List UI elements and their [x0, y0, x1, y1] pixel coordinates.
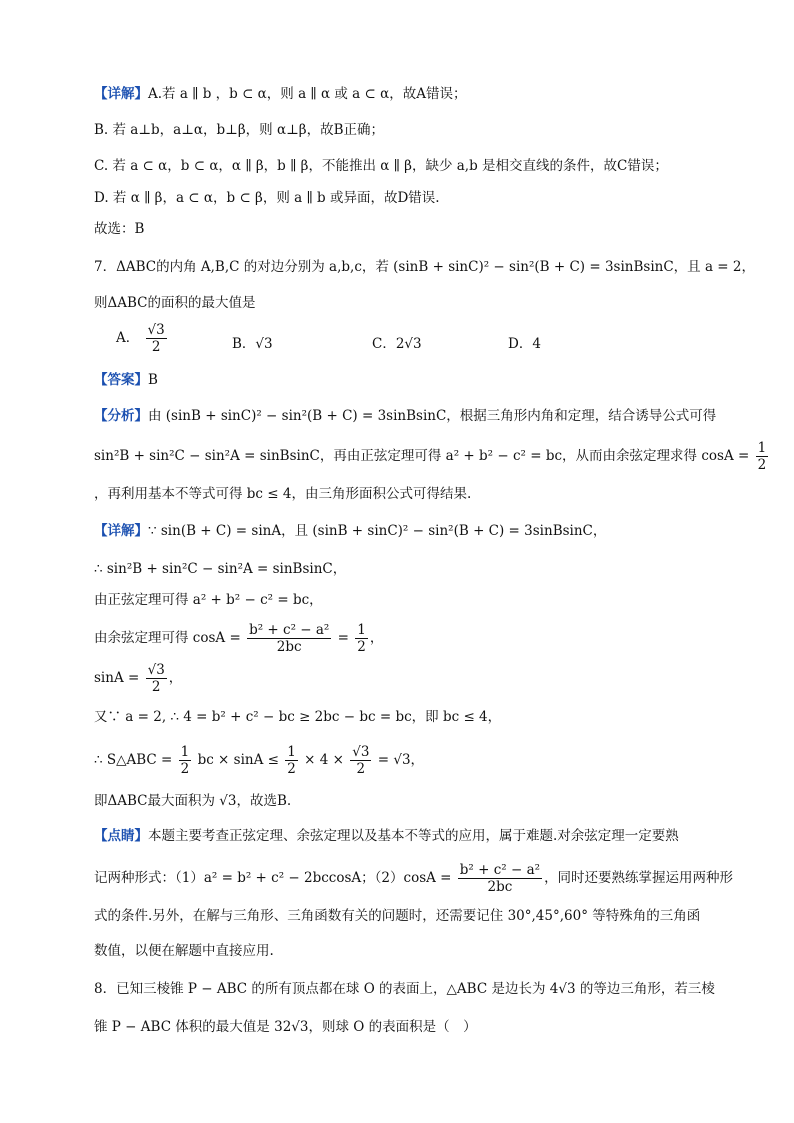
detail-a-text: A.若 a ∥ b ，b ⊂ α，则 a ∥ α 或 a ⊂ α，故A错误； — [148, 86, 467, 102]
detail-tag: 【详解】 — [94, 86, 148, 102]
question-8-line-2: 锥 P − ABC 体积的最大值是 32√3，则球 O 的表面积是（ ） — [94, 1019, 477, 1035]
detail7-line-6: 又∵ a = 2, ∴ 4 = b² + c² − bc ≥ 2bc − bc = bc，即 bc ≤ 4， — [94, 709, 502, 725]
note-tag: 【点睛】 — [94, 828, 148, 844]
question-8-line-1: 8．已知三棱锥 P − ABC 的所有顶点都在球 O 的表面上，△ABC 是边长为 4√3 的等边三角形，若三棱 — [94, 981, 715, 997]
note-line-1: 【点睛】本题主要考查正弦定理、余弦定理以及基本不等式的应用，属于难题.对余弦定理一定要熟 — [94, 828, 679, 844]
option-a-frac: $\frac{√3}{2}$ — [147, 322, 165, 355]
note-line-4: 数值，以便在解题中直接应用. — [94, 943, 274, 959]
analysis-line-1: 【分析】由 (sinB + sinC)² − sin²(B + C) = 3sinBsinC，根据三角形内角和定理，结合诱导公式可得 — [94, 408, 717, 424]
detail-b-line: B. 若 a⊥b，a⊥α，b⊥β，则 α⊥β，故B正确； — [94, 122, 385, 138]
choice-line: 故选：B — [94, 221, 145, 237]
detail7-tag: 【详解】 — [94, 523, 148, 539]
detail-d-line: D. 若 α ∥ β，a ⊂ α，b ⊂ β，则 a ∥ b 或异面，故D错误. — [94, 190, 440, 206]
detail7-line-3: 由正弦定理可得 a² + b² − c² = bc， — [94, 592, 323, 608]
detail-a-line — [94, 84, 466, 104]
note-line-3: 式的条件.另外，在解与三角形、三角函数有关的问题时，还需要记住 30°,45°,60° 等特殊角的三角函 — [94, 908, 701, 924]
option-d: D．4 — [508, 336, 541, 352]
detail7-line-4: 由余弦定理可得 cosA = $\frac{\text{b² + c² − a²}}{2bc}$ = $\frac{1}{2}$ ， — [94, 622, 384, 655]
detail7-line-5: sinA = $\frac{√3}{2}$ ， — [94, 662, 183, 695]
detail7-line-8: 即ΔABC最大面积为 √3，故选B. — [94, 793, 292, 809]
note-line-2: 记两种形式：（1）a² = b² + c² − 2bccosA；（2）cosA = $\frac{\text{b² + c² − a²}}{2bc}$ ，同时还要熟练掌握运用两种形 — [94, 862, 734, 895]
detail7-line-7: ∴ S△ABC = $\frac{1}{2}$ bc × sinA ≤ $\frac{1}{2}$ × 4 × $\frac{√3}{2}$ = √3， — [94, 744, 425, 777]
option-a: A． $\frac{√3}{2}$ — [116, 322, 165, 355]
question-7-stem: 7．ΔABC的内角 A,B,C 的对边分别为 a,b,c，若 (sinB + sinC)² − sin²(B + C) = 3sinBsinC，且 a = 2， — [94, 259, 755, 275]
analysis-line-2: sin²B + sin²C − sin²A = sinBsinC，再由正弦定理可得 a² + b² − c² = bc，从而由余弦定理求得 cosA = $\frac{1}{2}$ — [94, 440, 767, 473]
detail7-line-2: ∴ sin²B + sin²C − sin²A = sinBsinC， — [94, 561, 347, 577]
question-7-stem-2: 则ΔABC的面积的最大值是 — [94, 295, 256, 311]
answer-line — [94, 370, 158, 390]
detail7-line-1: 【详解】∵ sin(B + C) = sinA，且 (sinB + sinC)² − sin²(B + C) = 3sinBsinC， — [94, 523, 607, 539]
analysis-line-3: ，再利用基本不等式可得 bc ≤ 4，由三角形面积公式可得结果. — [94, 486, 472, 502]
answer-value: B — [148, 372, 158, 388]
answer-tag: 【答案】 — [94, 372, 148, 388]
analysis-tag: 【分析】 — [94, 408, 148, 424]
option-c: C．2√3 — [372, 336, 422, 352]
option-b: B．√3 — [232, 336, 273, 352]
detail-c-line: C. 若 a ⊂ α，b ⊂ α，α ∥ β，b ∥ β，不能推出 α ∥ β，缺少 a,b 是相交直线的条件，故C错误； — [94, 158, 668, 174]
